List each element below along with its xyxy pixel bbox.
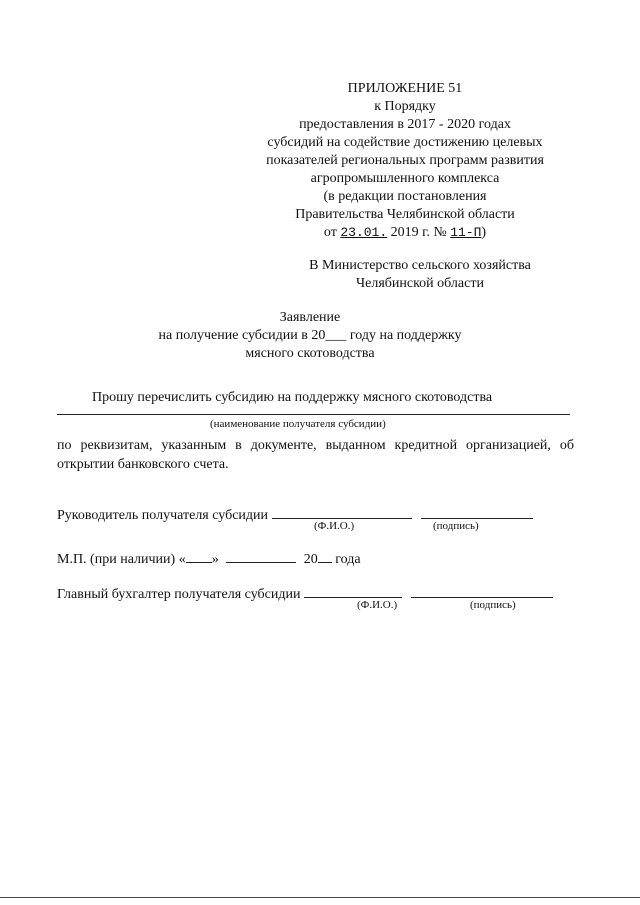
quote-close: » (211, 552, 219, 567)
document-title (130, 309, 490, 363)
appendix-line-2: к Порядку (374, 99, 436, 114)
appendix-line-6: агропромышленного комплекса (310, 171, 500, 186)
head-label: Руководитель получателя субсидии (57, 508, 269, 523)
decree-number: 11-П (450, 225, 482, 240)
head-sign-field[interactable] (421, 505, 533, 519)
title-line-3: мясного скотоводства (245, 346, 375, 361)
month-field[interactable] (226, 549, 296, 563)
accountant-fio-caption: (Ф.И.О.) (357, 599, 398, 611)
decree-date: 23.01. (340, 225, 388, 240)
recipient-name-caption: (наименование получателя субсидии) (210, 418, 386, 430)
addressee-line-2: Челябинской области (356, 276, 484, 291)
appendix-line-8: Правительства Челябинской области (295, 207, 515, 222)
year-prefix: 20 (303, 552, 318, 567)
stamp-label: М.П. (при наличии) « (57, 552, 186, 567)
addressee-line-1: В Министерство сельского хозяйства (309, 258, 531, 273)
title-line-1: Заявление (279, 310, 341, 325)
accountant-fio-field[interactable] (304, 584, 402, 598)
appendix-line-7: (в редакции постановления (323, 189, 487, 204)
appendix-date-line (240, 224, 570, 242)
accountant-sign-caption: (подпись) (470, 599, 516, 611)
day-field[interactable] (186, 549, 212, 563)
appendix-header (240, 80, 570, 242)
appendix-line-5: показателей региональных программ развития (266, 153, 544, 168)
date-prefix: от (323, 225, 337, 240)
date-year: 2019 г. № (390, 225, 447, 240)
year-field[interactable] (318, 549, 332, 563)
addressee (265, 257, 575, 293)
head-fio-field[interactable] (272, 505, 412, 519)
request-body: по реквизитам, указанным в документе, выданном кредитной организацией, об открытии банковского счета. (57, 438, 574, 472)
page-bottom-edge (0, 897, 640, 898)
accountant-sign-field[interactable] (411, 584, 553, 598)
appendix-line-3: предоставления в 2017 - 2020 годах (299, 117, 511, 132)
title-line-2: на получение субсидии в 20___ году на поддержку (158, 328, 462, 343)
head-sign-caption: (подпись) (433, 520, 479, 532)
accountant-label: Главный бухгалтер получателя субсидии (57, 587, 301, 602)
year-suffix: года (335, 552, 361, 567)
appendix-title: ПРИЛОЖЕНИЕ 51 (347, 81, 463, 96)
recipient-name-field[interactable] (57, 414, 570, 415)
head-fio-caption: (Ф.И.О.) (314, 520, 355, 532)
stamp-date-row (57, 549, 361, 568)
request-text: Прошу перечислить субсидию на поддержку мясного скотоводства (92, 390, 493, 405)
number-suffix: ) (481, 225, 487, 240)
appendix-line-4: субсидий на содействие достижению целевых (267, 135, 543, 150)
